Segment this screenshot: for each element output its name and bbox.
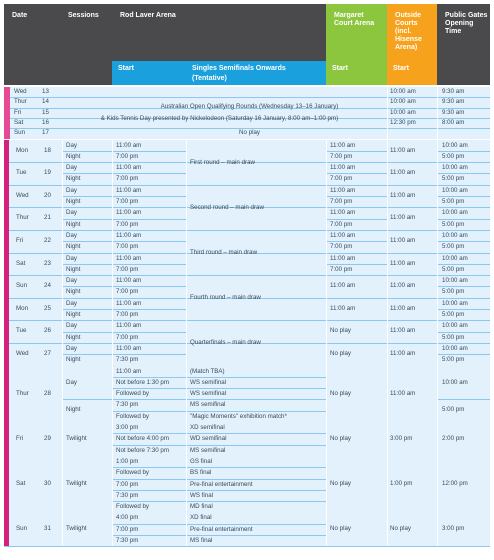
fri29-start-time: Not before 7:30 pm bbox=[116, 446, 169, 454]
day-date: 30 bbox=[44, 479, 51, 487]
sat30-start-time: Followed by bbox=[116, 503, 150, 511]
day-date: 27 bbox=[44, 349, 51, 357]
day-date: 26 bbox=[44, 327, 51, 335]
outside-start: 11:00 am bbox=[390, 191, 416, 199]
row-divider bbox=[112, 479, 326, 480]
mca-start: No play bbox=[330, 525, 351, 533]
rla-start: 11:00 am bbox=[116, 254, 142, 262]
mca-start: No play bbox=[330, 435, 351, 442]
session-name: Day bbox=[66, 344, 78, 352]
sun17-no-play: No play bbox=[239, 129, 260, 137]
outside-start: 11:00 am bbox=[390, 389, 416, 397]
sun17-day: Sun bbox=[14, 129, 26, 137]
column-divider bbox=[387, 140, 388, 366]
day-name: Tue bbox=[16, 327, 27, 335]
session-name: Night bbox=[66, 333, 81, 341]
rla-start: 7:00 pm bbox=[116, 311, 139, 318]
session-name: Day bbox=[66, 277, 78, 285]
column-divider bbox=[112, 512, 113, 546]
thur28-start-time: 7:30 pm bbox=[116, 401, 139, 409]
row-divider bbox=[437, 332, 490, 333]
column-divider bbox=[112, 366, 113, 423]
rla-start: 7:00 pm bbox=[116, 243, 139, 251]
qualifying-date: 15 bbox=[42, 108, 49, 116]
qualifying-day: Sat bbox=[14, 118, 24, 126]
column-divider bbox=[326, 366, 327, 423]
session-name: Night bbox=[66, 220, 81, 228]
outside-start: 3:00 pm bbox=[390, 435, 413, 442]
qualifying-gates: 9:30 am bbox=[442, 88, 465, 95]
session-name: Day bbox=[66, 141, 78, 149]
gates-time: 5:00 pm bbox=[442, 198, 465, 205]
fri29-event: MS semifinal bbox=[190, 446, 226, 454]
sat30-event: BS final bbox=[190, 469, 212, 477]
row-divider bbox=[437, 173, 490, 174]
qualifying-gates: 9:30 am bbox=[442, 108, 465, 116]
day-date: 31 bbox=[44, 525, 51, 533]
row-divider bbox=[62, 196, 186, 197]
rla-start: 7:30 pm bbox=[116, 356, 139, 364]
session-name: Night bbox=[66, 175, 81, 183]
outside-start: 11:00 am bbox=[390, 146, 416, 154]
qualifying-marker bbox=[4, 87, 10, 139]
qualifying-date: 13 bbox=[42, 88, 49, 95]
sun31-event: MS final bbox=[190, 537, 213, 544]
column-divider bbox=[437, 366, 438, 423]
row-divider bbox=[326, 219, 387, 220]
fri29-start-time: Not before 4:00 pm bbox=[116, 435, 169, 443]
qualifying-day: Wed bbox=[14, 88, 27, 95]
gates-time: 5:00 pm bbox=[442, 220, 465, 228]
day-name: Sat bbox=[16, 259, 26, 267]
session-name: Night bbox=[66, 243, 81, 251]
gates-time: 10:00 am bbox=[442, 254, 468, 262]
row-divider bbox=[112, 535, 326, 536]
day-name: Wed bbox=[16, 191, 29, 199]
row-divider bbox=[62, 173, 186, 174]
session-name: Twilight bbox=[66, 479, 87, 487]
sun31-start-time: 7:00 pm bbox=[116, 525, 139, 533]
column-divider bbox=[62, 140, 63, 366]
row-divider bbox=[326, 173, 387, 174]
fri29-event: WD semifinal bbox=[190, 435, 227, 443]
row-divider bbox=[112, 445, 326, 446]
outside-start: 11:00 am bbox=[390, 304, 416, 312]
day-date: 24 bbox=[44, 282, 51, 290]
session-name: Day bbox=[66, 299, 78, 307]
rla-start: 11:00 am bbox=[116, 344, 142, 352]
gates-time: 5:00 pm bbox=[442, 243, 465, 251]
row-divider bbox=[112, 377, 326, 378]
column-divider bbox=[387, 512, 388, 546]
gates-time: 5:00 pm bbox=[442, 356, 465, 364]
column-divider bbox=[112, 140, 113, 366]
round-label: Third round – main draw bbox=[190, 248, 258, 256]
mca-start: 7:00 pm bbox=[330, 220, 353, 228]
session-name: Night bbox=[66, 288, 81, 296]
row-divider bbox=[112, 433, 326, 434]
rla-start: 7:00 pm bbox=[116, 265, 139, 273]
day-date: 23 bbox=[44, 259, 51, 267]
rla-start: 11:00 am bbox=[116, 186, 142, 194]
row-divider bbox=[62, 264, 186, 265]
row-divider bbox=[437, 264, 490, 265]
row-divider bbox=[62, 354, 186, 355]
header-sessions: Sessions bbox=[68, 12, 99, 19]
session-name: Day bbox=[66, 231, 78, 239]
column-divider bbox=[186, 512, 187, 546]
sat30-event: Pre-final entertainment bbox=[190, 480, 253, 488]
rla-start: 11:00 am bbox=[116, 231, 142, 239]
outside-start: 11:00 am bbox=[390, 349, 416, 357]
gates-time: 5:00 pm bbox=[442, 288, 465, 296]
row-divider bbox=[437, 309, 490, 310]
column-divider bbox=[112, 422, 113, 456]
row-divider bbox=[112, 524, 326, 525]
outside-start: 11:00 am bbox=[390, 236, 416, 244]
qualifying-outside-start: 10:00 am bbox=[390, 98, 416, 106]
day-name: Sun bbox=[16, 282, 28, 290]
round-label: Quarterfinals – main draw bbox=[190, 339, 261, 347]
column-divider bbox=[112, 456, 113, 513]
column-divider bbox=[62, 366, 63, 423]
thur28-event: (Match TBA) bbox=[190, 367, 225, 375]
gates-time: 10:00 am bbox=[442, 378, 468, 386]
gates-time: 5:00 pm bbox=[442, 152, 465, 160]
sun31-event: Pre-final entertainment bbox=[190, 525, 253, 533]
mca-start: 11:00 am bbox=[330, 254, 356, 262]
session-name: Twilight bbox=[66, 525, 87, 533]
day-date: 18 bbox=[44, 146, 51, 154]
gates-time: 5:00 pm bbox=[442, 406, 465, 414]
sun31-event: XD final bbox=[190, 514, 212, 522]
row-divider bbox=[4, 546, 490, 547]
sun31-start-time: 7:30 pm bbox=[116, 537, 139, 544]
thur28-event: MS semifinal bbox=[190, 401, 226, 409]
tournament-marker bbox=[4, 140, 9, 547]
day-date: 22 bbox=[44, 236, 51, 244]
rla-start: 11:00 am bbox=[116, 209, 142, 217]
header-gates-opening: Public Gates Opening Time bbox=[445, 12, 488, 35]
session-name: Day bbox=[66, 186, 78, 194]
gates-time: 10:00 am bbox=[442, 299, 468, 307]
rla-start: 7:00 pm bbox=[116, 333, 139, 341]
column-divider bbox=[437, 512, 438, 546]
header-outside-courts: Outside Courts (incl. Hisense Arena) bbox=[395, 12, 422, 51]
outside-start: 11:00 am bbox=[390, 259, 416, 267]
mca-start: 11:00 am bbox=[330, 186, 356, 194]
qualifying-description-line2: & Kids Tennis Day presented by Nickelodeon (Saturday 16 January, 8:00 am–1:00 pm) bbox=[100, 114, 339, 122]
mca-start: 11:00 am bbox=[330, 164, 356, 172]
session-name: Day bbox=[66, 164, 78, 172]
mca-start: No play bbox=[330, 327, 351, 335]
sat30-start-time: 7:00 pm bbox=[116, 480, 139, 488]
day-name: Sun bbox=[16, 525, 28, 533]
gates-time: 10:00 am bbox=[442, 209, 468, 217]
rla-start: 7:00 pm bbox=[116, 152, 139, 160]
sun31-start-time: 4:00 pm bbox=[116, 514, 139, 522]
session-name: Day bbox=[66, 322, 78, 330]
header-rod-laver-arena: Rod Laver Arena bbox=[120, 12, 176, 19]
mca-start: 7:00 pm bbox=[330, 198, 353, 205]
rla-start: 11:00 am bbox=[116, 322, 142, 330]
day-name: Fri bbox=[16, 435, 24, 442]
outside-start: No play bbox=[390, 525, 411, 533]
column-divider bbox=[62, 456, 63, 513]
column-divider bbox=[437, 140, 438, 366]
day-name: Wed bbox=[16, 349, 29, 357]
row-divider bbox=[437, 151, 490, 152]
outside-start: 11:00 am bbox=[390, 282, 416, 290]
mca-start: 11:00 am bbox=[330, 282, 356, 290]
session-name: Day bbox=[66, 209, 78, 217]
column-divider bbox=[326, 456, 327, 513]
mca-start: 11:00 am bbox=[330, 141, 356, 149]
column-divider bbox=[437, 87, 438, 139]
thur28-start-time: Followed by bbox=[116, 390, 150, 398]
gates-time: 10:00 am bbox=[442, 322, 468, 330]
day-date: 28 bbox=[44, 389, 51, 397]
row-divider bbox=[326, 196, 387, 197]
column-divider bbox=[387, 456, 388, 513]
rla-start: 11:00 am bbox=[116, 299, 142, 307]
outside-start: 11:00 am bbox=[390, 214, 416, 222]
fri29-event: XD semifinal bbox=[190, 424, 225, 431]
qualifying-date: 16 bbox=[42, 118, 49, 126]
row-divider bbox=[62, 151, 186, 152]
qualifying-date: 14 bbox=[42, 98, 49, 106]
day-name: Thur bbox=[16, 389, 29, 397]
row-divider bbox=[62, 286, 186, 287]
sat30-start-time: 7:30 pm bbox=[116, 491, 139, 499]
thur28-event: WS semifinal bbox=[190, 390, 227, 398]
outside-start: 11:00 am bbox=[390, 169, 416, 177]
rla-start: 7:00 pm bbox=[116, 288, 139, 296]
row-divider bbox=[112, 399, 326, 400]
sun17-date: 17 bbox=[42, 129, 49, 137]
header-date: Date bbox=[12, 12, 28, 19]
qualifying-outside-start: 10:00 am bbox=[390, 108, 416, 116]
row-divider bbox=[437, 286, 490, 287]
outside-start: 1:00 pm bbox=[390, 479, 413, 487]
sat30-start-time: Followed by bbox=[116, 469, 150, 477]
gates-time: 3:00 pm bbox=[442, 525, 465, 533]
mca-start: 7:00 pm bbox=[330, 152, 353, 160]
row-divider bbox=[62, 332, 186, 333]
row-divider bbox=[112, 388, 326, 389]
column-divider bbox=[437, 422, 438, 456]
row-divider bbox=[10, 97, 490, 98]
row-divider bbox=[437, 196, 490, 197]
day-date: 19 bbox=[44, 169, 51, 177]
round-label: Second round – main draw bbox=[190, 203, 264, 211]
sat30-event: MD final bbox=[190, 503, 213, 511]
day-date: 20 bbox=[44, 191, 51, 199]
session-name: Twilight bbox=[66, 435, 87, 442]
row-divider bbox=[62, 219, 186, 220]
fri29-start-time: 3:00 pm bbox=[116, 424, 139, 431]
rla-start: 11:00 am bbox=[116, 164, 142, 172]
subheader-rla-start: Start bbox=[118, 65, 134, 72]
row-divider bbox=[62, 309, 186, 310]
qualifying-description-line1: Australian Open Qualifying Rounds (Wednesday 13–16 January) bbox=[160, 103, 339, 111]
session-name: Night bbox=[66, 356, 81, 364]
row-divider bbox=[437, 241, 490, 242]
day-date: 21 bbox=[44, 214, 51, 222]
row-divider bbox=[437, 219, 490, 220]
column-divider bbox=[62, 422, 63, 456]
row-divider bbox=[62, 399, 112, 400]
row-divider bbox=[112, 490, 326, 491]
column-divider bbox=[186, 366, 187, 423]
column-divider bbox=[437, 456, 438, 513]
rla-start: 11:00 am bbox=[116, 141, 142, 149]
row-divider bbox=[326, 241, 387, 242]
round-label: First round – main draw bbox=[190, 158, 255, 166]
column-divider bbox=[326, 512, 327, 546]
day-name: Tue bbox=[16, 169, 27, 177]
sat30-event: WS final bbox=[190, 491, 214, 499]
day-name: Mon bbox=[16, 304, 29, 312]
gates-time: 5:00 pm bbox=[442, 175, 465, 183]
mca-start: 11:00 am bbox=[330, 304, 356, 312]
gates-time: 12:00 pm bbox=[442, 479, 468, 487]
mca-start: 7:00 pm bbox=[330, 265, 353, 273]
subheader-mca-start: Start bbox=[332, 65, 348, 72]
sat30-start-time: 1:00 pm bbox=[116, 457, 139, 465]
column-divider bbox=[62, 512, 63, 546]
row-divider bbox=[437, 354, 490, 355]
session-name: Day bbox=[66, 254, 78, 262]
day-name: Fri bbox=[16, 236, 24, 244]
gates-time: 10:00 am bbox=[442, 277, 468, 285]
rla-start: 7:00 pm bbox=[116, 175, 139, 183]
gates-time: 10:00 am bbox=[442, 164, 468, 172]
session-name: Night bbox=[66, 311, 81, 318]
column-divider bbox=[186, 140, 187, 366]
column-divider bbox=[387, 87, 388, 139]
qualifying-gates: 9:30 am bbox=[442, 98, 465, 106]
column-divider bbox=[387, 422, 388, 456]
row-divider bbox=[112, 501, 326, 502]
gates-time: 5:00 pm bbox=[442, 265, 465, 273]
mca-start: 7:00 pm bbox=[330, 243, 353, 251]
gates-time: 2:00 pm bbox=[442, 435, 465, 442]
rla-start: 7:00 pm bbox=[116, 198, 139, 205]
outside-start: 11:00 am bbox=[390, 327, 416, 335]
row-divider bbox=[112, 467, 326, 468]
thur28-event: "Magic Moments" exhibition match* bbox=[190, 412, 287, 420]
row-divider bbox=[437, 399, 490, 400]
day-name: Mon bbox=[16, 146, 29, 154]
thur28-start-time: Followed by bbox=[116, 412, 150, 420]
column-divider bbox=[326, 140, 327, 366]
qualifying-day: Thur bbox=[14, 98, 27, 106]
mca-start: 11:00 am bbox=[330, 231, 356, 239]
qualifying-day: Fri bbox=[14, 108, 22, 116]
column-divider bbox=[186, 456, 187, 513]
column-divider bbox=[387, 366, 388, 423]
rla-start: 7:00 pm bbox=[116, 220, 139, 228]
thur28-event: WS semifinal bbox=[190, 378, 227, 386]
day-date: 25 bbox=[44, 304, 51, 312]
session-name: Night bbox=[66, 406, 81, 414]
row-divider bbox=[326, 264, 387, 265]
thur28-start-time: 11:00 am bbox=[116, 367, 142, 375]
gates-time: 10:00 am bbox=[442, 231, 468, 239]
mca-start: 11:00 am bbox=[330, 209, 356, 217]
qualifying-outside-start: 12:30 pm bbox=[390, 118, 416, 126]
column-divider bbox=[186, 422, 187, 456]
gates-time: 10:00 am bbox=[442, 186, 468, 194]
gates-time: 5:00 pm bbox=[442, 333, 465, 341]
gates-time: 10:00 am bbox=[442, 344, 468, 352]
qualifying-outside-start: 10:00 am bbox=[390, 88, 416, 95]
column-divider bbox=[326, 422, 327, 456]
row-divider bbox=[112, 411, 326, 412]
gates-time: 5:00 pm bbox=[442, 311, 465, 318]
rla-start: 11:00 am bbox=[116, 277, 142, 285]
header-margaret-court-arena: Margaret Court Arena bbox=[334, 12, 375, 27]
mca-start: 7:00 pm bbox=[330, 175, 353, 183]
session-name: Night bbox=[66, 152, 81, 160]
subheader-outside-start: Start bbox=[393, 65, 409, 72]
mca-start: No play bbox=[330, 349, 351, 357]
gates-time: 10:00 am bbox=[442, 141, 468, 149]
qualifying-gates: 8:00 am bbox=[442, 118, 465, 126]
row-divider bbox=[62, 241, 186, 242]
day-name: Sat bbox=[16, 479, 26, 487]
day-date: 29 bbox=[44, 435, 51, 442]
mca-start: No play bbox=[330, 479, 351, 487]
session-name: Night bbox=[66, 198, 81, 205]
day-name: Thur bbox=[16, 214, 29, 222]
subheader-singles-semifinals: Singles Semifinals Onwards (Tentative) bbox=[192, 65, 286, 82]
sat30-event: GS final bbox=[190, 457, 213, 465]
session-name: Day bbox=[66, 378, 78, 386]
thur28-start-time: Not before 1:30 pm bbox=[116, 378, 169, 386]
round-label: Fourth round – main draw bbox=[190, 294, 261, 302]
row-divider bbox=[326, 151, 387, 152]
session-name: Night bbox=[66, 265, 81, 273]
mca-start: No play bbox=[330, 389, 351, 397]
